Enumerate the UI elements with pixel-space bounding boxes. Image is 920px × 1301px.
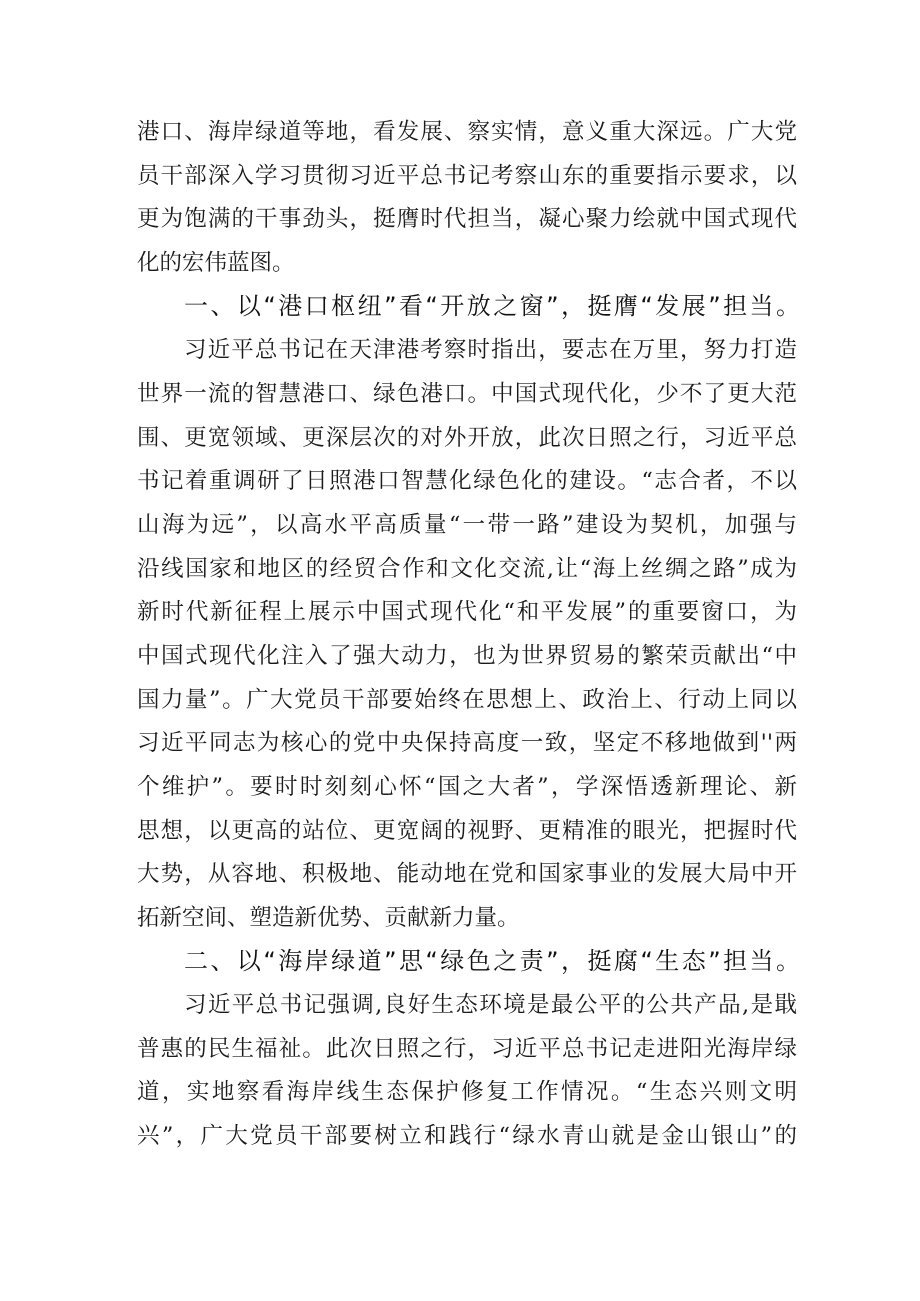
intro-line-3: 更为饱满的干事劲头，挺膺时代担当，凝心聚力绘就中国式现代 bbox=[137, 206, 797, 232]
section-1-line-13: 大势，从容地、积极地、能动地在党和国家事业的发展大局中开 bbox=[137, 861, 797, 887]
section-2-line-2: 普惠的民生福祉。此次日照之行，习近平总书记走进阳光海岸绿 bbox=[137, 1036, 797, 1062]
intro-line-4: 化的宏伟蓝图。 bbox=[137, 250, 295, 276]
section-2-line-4: 兴”，广大党员干部要树立和践行“绿水青山就是金山银山”的 bbox=[137, 1123, 797, 1149]
section-1-line-2: 世界一流的智慧港口、绿色港口。中国式现代化，少不了更大范 bbox=[137, 381, 797, 407]
section-1-line-5: 山海为远”，以高水平高质量“一带一路”建设为契机，加强与 bbox=[137, 512, 797, 538]
section-1-line-14: 拓新空间、塑造新优势、贡献新力量。 bbox=[137, 905, 520, 931]
section-2-line-3: 道，实地察看海岸线生态保护修复工作情况。“生态兴则文明 bbox=[137, 1079, 797, 1105]
section-2-heading: 二、以“海岸绿道”思“绿色之责”，挺腐“生态”担当。 bbox=[184, 947, 800, 975]
section-1-line-7: 新时代新征程上展示中国式现代化“和平发展”的重要窗口，为 bbox=[137, 599, 797, 625]
section-1-line-4: 书记着重调研了日照港口智慧化绿色化的建设。“志合者，不以 bbox=[137, 468, 797, 494]
intro-line-1: 港口、海岸绿道等地，看发展、察实情，意义重大深远。广大党 bbox=[137, 119, 797, 145]
section-1-line-6: 沿线国家和地区的经贸合作和文化交流,让“海上丝绸之路”成为 bbox=[137, 556, 797, 582]
section-1-heading: 一、以“港口枢纽”看“开放之窗”，挺膺“发展”担当。 bbox=[184, 292, 800, 320]
section-2-line-1: 习近平总书记强调,良好生态环境是最公平的公共产品,是戢 bbox=[184, 992, 797, 1018]
section-1-line-1: 习近平总书记在天津港考察时指出，要志在万里，努力打造 bbox=[184, 337, 797, 363]
section-1-line-8: 中国式现代化注入了强大动力，也为世界贸易的繁荣贡献出“中 bbox=[137, 643, 797, 669]
section-1-line-3: 围、更宽领域、更深层次的对外开放，此次日照之行，习近平总 bbox=[137, 425, 797, 451]
section-1-line-12: 思想，以更高的站位、更宽阔的视野、更精准的眼光，把握时代 bbox=[137, 818, 797, 844]
section-1-line-11: 个维护”。要时时刻刻心怀“国之大者”，学深悟透新理论、新 bbox=[137, 774, 797, 800]
section-1-line-10: 习近平同志为核心的党中央保持高度一致，坚定不移地做到''两 bbox=[137, 730, 797, 756]
intro-line-2: 员干部深入学习贯彻习近平总书记考察山东的重要指示要求，以 bbox=[137, 163, 797, 189]
section-1-line-9: 国力量”。广大党员干部要始终在思想上、政治上、行动上同以 bbox=[137, 687, 797, 713]
